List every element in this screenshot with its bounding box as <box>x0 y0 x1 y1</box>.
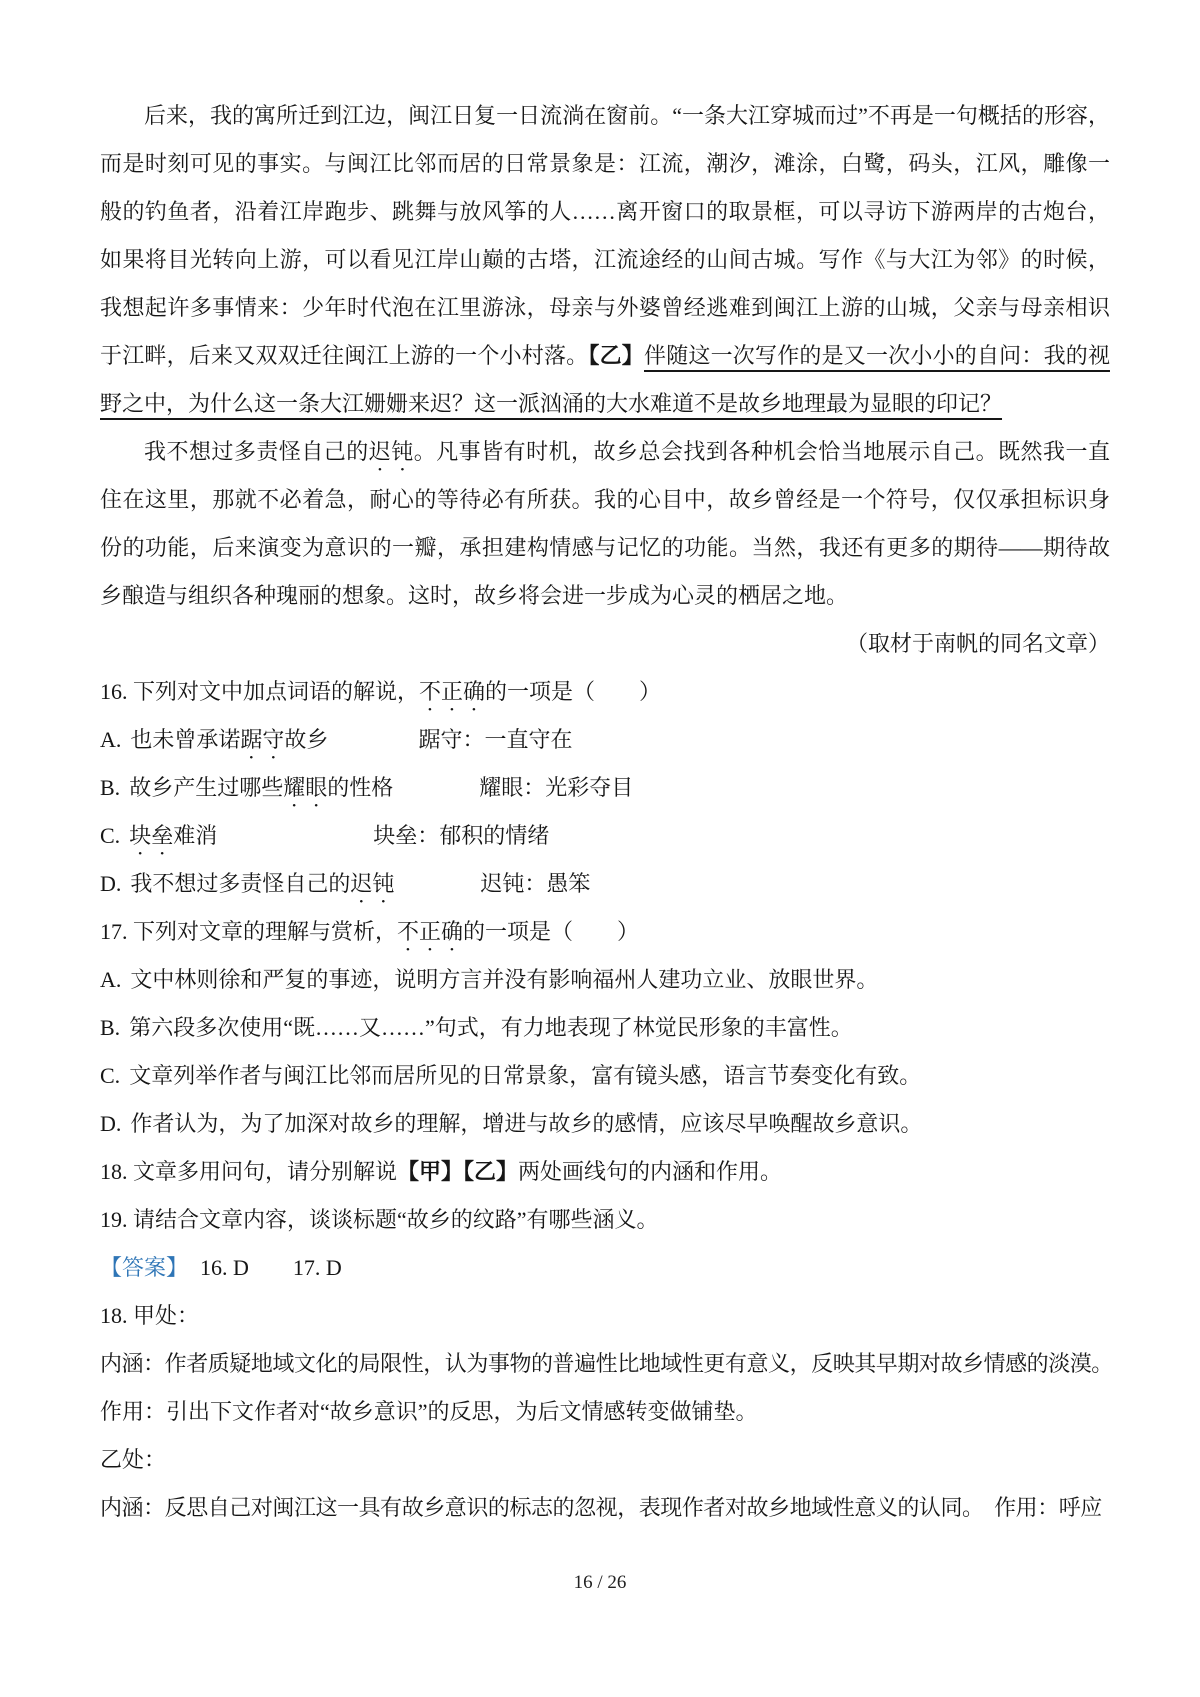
q18-post: 两处画线句的内涵和作用。 <box>518 1159 783 1184</box>
q17-option-row-d <box>100 1100 1110 1148</box>
q17-b-text: 第六段多次使用“既……又……”句式，有力地表现了林觉民形象的丰富性。 <box>129 1015 853 1040</box>
q17-b-label: B. <box>100 1015 121 1040</box>
q16-a-emphasis: 踞守 <box>240 727 285 752</box>
answer-18-jia-heading: 18. 甲处： <box>100 1303 200 1328</box>
p2-pre: 我不想过多责怪自己的 <box>144 439 369 464</box>
q16-c-gloss: 块垒：郁积的情绪 <box>373 823 550 848</box>
q16-b-post: 的性格 <box>327 775 394 800</box>
q16-b-emphasis: 耀眼 <box>283 775 328 800</box>
q17-d-text: 作者认为，为了加深对故乡的理解，增进与故乡的感情，应该尽早唤醒故乡意识。 <box>130 1111 923 1136</box>
q16-d-gloss: 迟钝：愚笨 <box>480 871 591 896</box>
column-gap <box>394 885 480 886</box>
article-paragraph-2 <box>100 428 1110 620</box>
page-number: 16 / 26 <box>573 1572 627 1593</box>
q16-option-row-d <box>100 860 1110 908</box>
answer-label: 【答案】 <box>100 1255 189 1280</box>
q17-emphasis: 不正确 <box>397 919 464 944</box>
q16-option-row-a <box>100 716 1110 764</box>
q16-d-emphasis: 迟钝 <box>350 871 395 896</box>
q17-d-label: D. <box>100 1111 122 1136</box>
q16-d-pre: 我不想过多责怪自己的 <box>130 871 351 896</box>
article-paragraph-1 <box>100 92 1110 428</box>
marker-yi-label: 【乙】 <box>588 343 644 368</box>
column-gap <box>393 789 479 790</box>
q17-c-text: 文章列举作者与闽江比邻而居所见的日常景象，富有镜头感，语言节奏变化有致。 <box>129 1063 922 1088</box>
q16-a-label: A. <box>100 727 122 752</box>
q16-pre: 16. 下列对文中加点词语的解说， <box>100 679 420 704</box>
q18-markers: 【甲】【乙】 <box>397 1159 519 1184</box>
question-19-stem: 19. 请结合文章内容，谈谈标题“故乡的纹路”有哪些涵义。 <box>100 1207 659 1232</box>
q16-c-post: 难消 <box>173 823 218 848</box>
q16-option-row-c <box>100 812 1110 860</box>
q16-b-pre: 故乡产生过哪些 <box>129 775 284 800</box>
q17-option-row-b <box>100 1004 1110 1052</box>
question-18-stem <box>100 1148 1110 1196</box>
source-note: （取材于南帆的同名文章） <box>845 631 1110 656</box>
q18-pre: 18. 文章多用问句，请分别解说 <box>100 1159 398 1184</box>
answer-yi-heading: 乙处： <box>100 1447 167 1472</box>
answer-jia-connotation: 内涵：作者质疑地域文化的局限性，认为事物的普遍性比地域性更有意义，反映其早期对故乡情感的淡漠。 <box>100 1351 1113 1376</box>
q16-a-pre: 也未曾承诺 <box>130 727 241 752</box>
yi-underlined-sentence: 伴随这一次写作的是又一次小小的自问：我的视野之中，为什么这一条大江姗姗来迟？这一派汹涌的大水难道不是故乡地理最为显眼的印记？ <box>100 343 1110 416</box>
p1-text: 后来，我的寓所迁到江边，闽江日复一日流淌在窗前。“一条大江穿城而过”不再是一句概括的形容，而是时刻可见的事实。与闽江比邻而居的日常景象是：江流，潮汐，滩涂，白鹭，码头，江风，雕像一般的钓鱼者，沿着江岸跑步、跳舞与放风筝的人……离开窗口的取景框，可以寻访下游两岸的古炮台，如果将目光转向上游，可以看见江岸山巅的古塔，江流途经的山间古城。写作《与大江为邻》的时候，我想起许多事情来：少年时代泡在江里游泳，母亲与外婆曾经逃难到闽江上游的山城，父亲与母亲相识于江畔，后来又双双迁往闽江上游的一个小村落。 <box>100 103 1110 368</box>
q16-post: 的一项是（ ） <box>485 679 662 704</box>
column-gap <box>328 741 418 742</box>
q16-option-row-b <box>100 764 1110 812</box>
p2-post: 。凡事皆有时机，故乡总会找到各种机会恰当地展示自己。既然我一直住在这里，那就不必着急，耐心的等待必有所获。我的心目中，故乡曾经是一个符号，仅仅承担标识身份的功能，后来演变为意识的一瓣，承担建构情感与记忆的功能。当然，我还有更多的期待——期待故乡酿造与组织各种瑰丽的想象。这时，故乡将会进一步成为心灵的栖居之地。 <box>100 439 1110 608</box>
p2-emphasized-word: 迟钝 <box>368 439 414 464</box>
question-16-stem <box>100 668 1110 716</box>
page-content <box>100 92 1113 1532</box>
question-17-stem <box>100 908 1110 956</box>
q17-pre: 17. 下列对文章的理解与赏析， <box>100 919 398 944</box>
answer-gap <box>249 1269 293 1270</box>
q16-b-gloss: 耀眼：光彩夺目 <box>479 775 634 800</box>
q17-option-row-c <box>100 1052 1110 1100</box>
q16-d-label: D. <box>100 871 122 896</box>
column-gap <box>217 837 373 838</box>
q16-a-post: 故乡 <box>284 727 329 752</box>
answer-yi-connotation: 内涵：反思自己对闽江这一具有故乡意识的标志的忽视，表现作者对故乡地域性意义的认同。 作用：呼应 <box>100 1495 1102 1520</box>
q16-emphasis: 不正确 <box>419 679 486 704</box>
q16-a-gloss: 踞守：一直守在 <box>418 727 573 752</box>
answer-jia-function: 作用：引出下文作者对“故乡意识”的反思，为后文情感转变做铺垫。 <box>100 1399 758 1424</box>
q17-a-label: A. <box>100 967 122 992</box>
q16-b-label: B. <box>100 775 121 800</box>
q17-a-text: 文中林则徐和严复的事迹，说明方言并没有影响福州人建功立业、放眼世界。 <box>130 967 879 992</box>
q17-option-row-a <box>100 956 1110 1004</box>
q16-c-label: C. <box>100 823 121 848</box>
answer-17: 17. D <box>292 1255 342 1280</box>
q17-c-label: C. <box>100 1063 121 1088</box>
answer-line <box>100 1244 1110 1292</box>
q16-c-emphasis: 块垒 <box>129 823 174 848</box>
q17-post: 的一项是（ ） <box>463 919 640 944</box>
answer-16: 16. D <box>200 1255 249 1280</box>
